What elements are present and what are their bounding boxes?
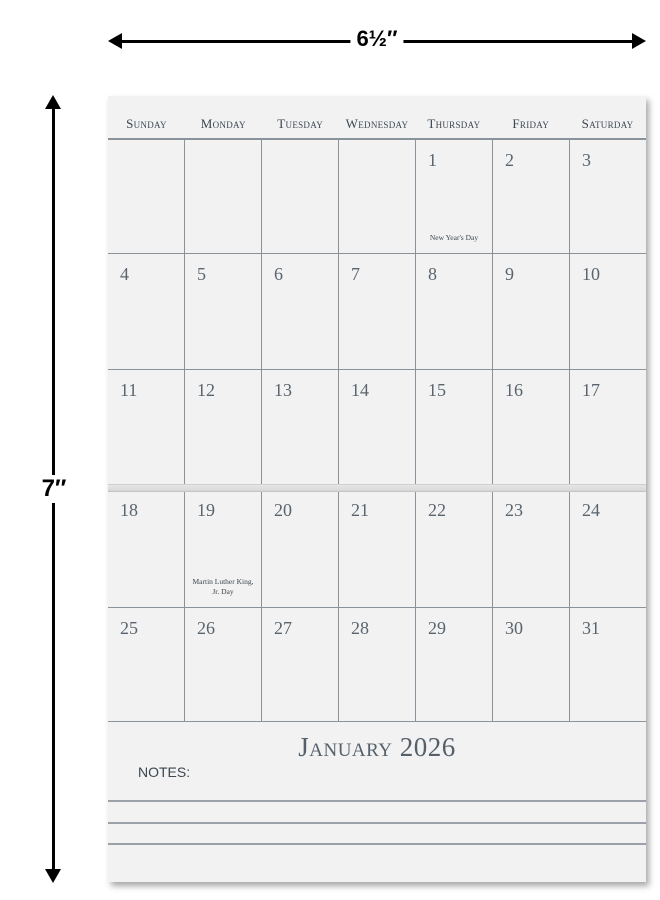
day-number: 18 <box>120 500 138 520</box>
day-number: 6 <box>274 264 283 284</box>
day-cell <box>493 140 570 254</box>
day-cell <box>493 490 570 608</box>
day-number: 11 <box>120 380 138 400</box>
month-title: January 2026 <box>298 732 456 762</box>
day-cell <box>108 490 185 608</box>
day-cell <box>185 254 262 370</box>
day-number: 26 <box>197 618 215 638</box>
arrow-down-icon <box>45 869 61 883</box>
height-label: 7″ <box>24 475 84 503</box>
weekday-monday: Monday <box>200 116 246 131</box>
day-number: 30 <box>505 618 523 638</box>
day-number: 17 <box>582 380 600 400</box>
day-cell <box>493 608 570 722</box>
day-number: 23 <box>505 500 523 520</box>
day-number: 15 <box>428 380 446 400</box>
day-cell <box>570 370 646 486</box>
day-number: 9 <box>505 264 514 284</box>
notes-label: NOTES: <box>138 764 191 780</box>
day-cell <box>570 608 646 722</box>
day-cell <box>493 254 570 370</box>
weekday-header <box>108 116 646 136</box>
note-line <box>108 822 646 824</box>
page-fold <box>108 484 646 492</box>
day-number: 27 <box>274 618 292 638</box>
day-number: 3 <box>582 150 591 170</box>
day-cell <box>570 140 646 254</box>
arrow-right-icon <box>632 33 646 49</box>
day-number: 12 <box>197 380 215 400</box>
day-cell <box>339 140 416 254</box>
calendar-week-row <box>108 140 646 254</box>
day-number: 29 <box>428 618 446 638</box>
day-cell <box>416 490 493 608</box>
calendar-week-row <box>108 254 646 370</box>
day-cell <box>185 490 262 608</box>
day-number: 1 <box>428 150 437 170</box>
day-cell <box>416 370 493 486</box>
day-number: 24 <box>582 500 600 520</box>
width-dimension <box>108 28 646 52</box>
day-cell <box>108 254 185 370</box>
calendar-week-row <box>108 490 646 608</box>
arrow-left-icon <box>108 33 122 49</box>
day-cell <box>108 370 185 486</box>
day-cell <box>108 140 185 254</box>
day-number: 4 <box>120 264 129 284</box>
day-cell <box>416 608 493 722</box>
day-number: 7 <box>351 264 360 284</box>
calendar-week-row <box>108 608 646 722</box>
day-number: 10 <box>582 264 600 284</box>
day-number: 8 <box>428 264 437 284</box>
calendar-page <box>108 96 646 882</box>
day-number: 2 <box>505 150 514 170</box>
day-cell <box>262 608 339 722</box>
width-label: 6½″ <box>350 26 403 52</box>
height-dimension <box>40 95 68 883</box>
day-number: 28 <box>351 618 369 638</box>
calendar-week-row <box>108 370 646 486</box>
day-cell <box>339 490 416 608</box>
day-cell <box>339 254 416 370</box>
weekday-sunday: Sunday <box>126 116 167 131</box>
day-cell <box>339 370 416 486</box>
day-cell <box>493 370 570 486</box>
day-number: 20 <box>274 500 292 520</box>
day-cell <box>416 254 493 370</box>
day-cell <box>416 140 493 254</box>
day-number: 22 <box>428 500 446 520</box>
day-number: 16 <box>505 380 523 400</box>
weekday-friday: Friday <box>512 116 550 131</box>
day-cell <box>185 140 262 254</box>
weekday-saturday: Saturday <box>581 116 634 131</box>
arrow-up-icon <box>45 95 61 109</box>
note-line <box>108 843 646 845</box>
day-cell <box>185 608 262 722</box>
day-number: 25 <box>120 618 138 638</box>
day-cell <box>570 254 646 370</box>
day-number: 5 <box>197 264 206 284</box>
day-cell <box>108 608 185 722</box>
day-cell <box>262 370 339 486</box>
holiday-label: New Year's Day <box>429 233 479 242</box>
holiday-label: Martin Luther King, Jr. Day <box>192 577 254 596</box>
day-number: 31 <box>582 618 600 638</box>
weekday-thursday: Thursday <box>427 116 481 131</box>
weekday-wednesday: Wednesday <box>345 116 409 131</box>
day-number: 21 <box>351 500 369 520</box>
day-cell <box>185 370 262 486</box>
day-number: 19 <box>197 500 215 520</box>
day-cell <box>262 490 339 608</box>
weekday-tuesday: Tuesday <box>277 116 323 131</box>
day-cell <box>262 254 339 370</box>
note-line <box>108 800 646 802</box>
day-cell <box>339 608 416 722</box>
day-cell <box>570 490 646 608</box>
day-cell <box>262 140 339 254</box>
day-number: 14 <box>351 380 369 400</box>
day-number: 13 <box>274 380 292 400</box>
